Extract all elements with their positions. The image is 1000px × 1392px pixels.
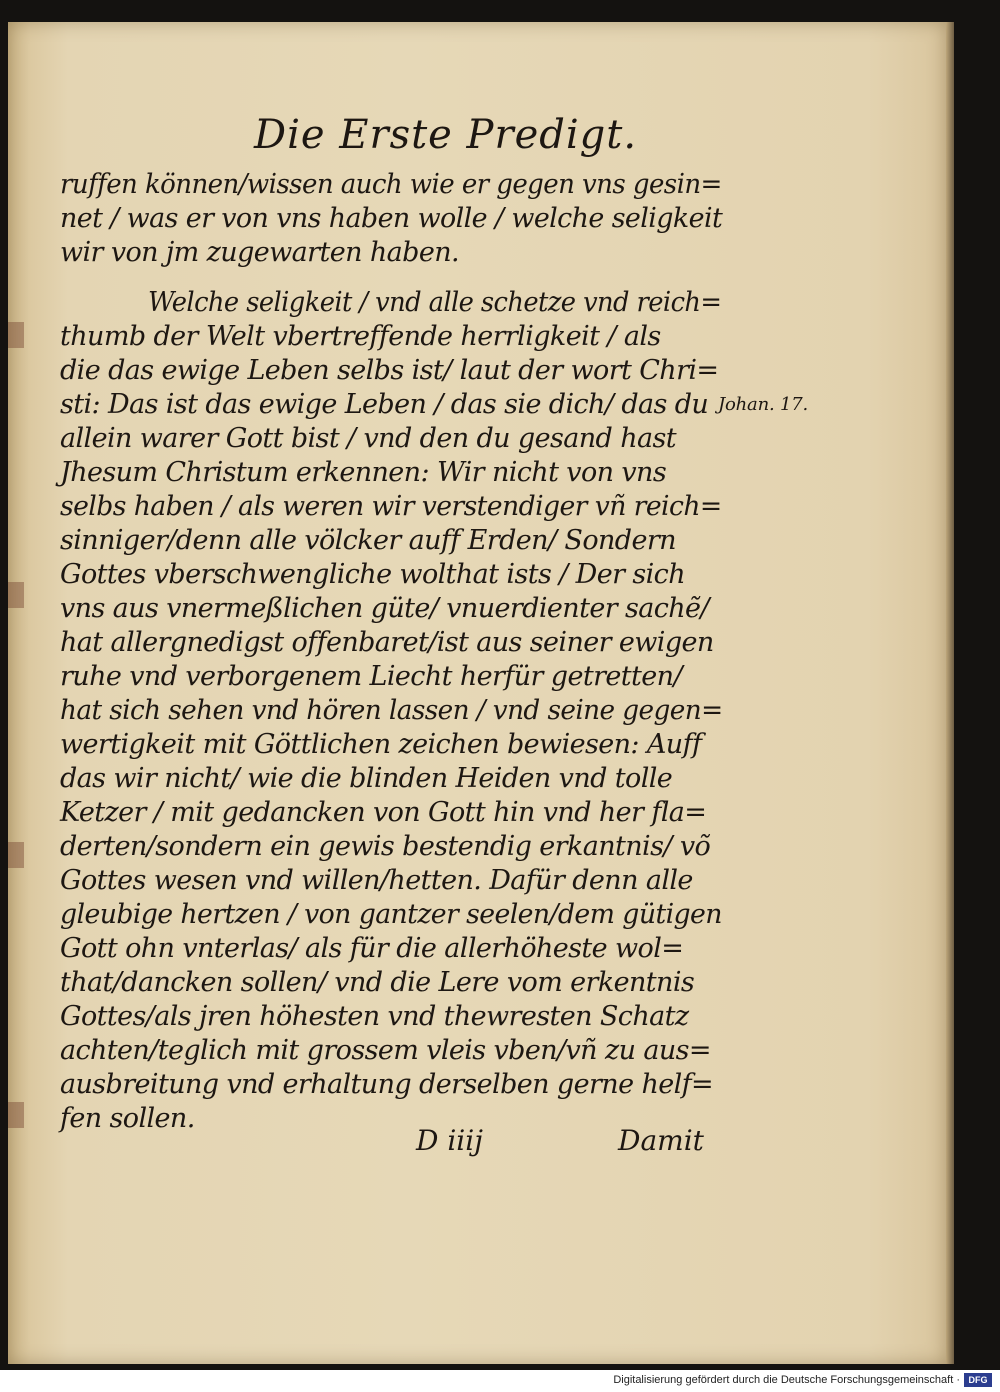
body-line: wertigkeit mit Göttlichen zeichen bewiesen: Auff xyxy=(60,729,702,760)
page-stain xyxy=(8,842,24,868)
body-line: Ketzer / mit gedancken von Gott hin vnd her fla= xyxy=(60,797,707,828)
signature-mark: D iiij xyxy=(416,1124,483,1157)
body-line: net / was er von vns haben wolle / welche seligkeit xyxy=(60,203,723,234)
body-line: Welche seligkeit / vnd alle schetze vnd reich= xyxy=(148,287,722,318)
body-line: sinniger/denn alle völcker auff Erden/ Sondern xyxy=(60,525,676,556)
body-line: ruffen können/wissen auch wie er gegen vns gesin= xyxy=(60,169,722,200)
body-line: derten/sondern ein gewis bestendig erkantnis/ võ xyxy=(60,831,711,862)
body-line: thumb der Welt vbertreffende herrligkeit / als xyxy=(60,321,661,352)
footer-bar xyxy=(0,1370,1000,1392)
body-line: gleubige hertzen / von gantzer seelen/dem gütigen xyxy=(60,899,722,930)
body-line: sti: Das ist das ewige Leben / das sie dich/ das du xyxy=(60,389,709,420)
body-line: Gottes wesen vnd willen/hetten. Dafür denn alle xyxy=(60,865,693,896)
catchword: Damit xyxy=(618,1124,704,1157)
body-line: Gottes/als jren höhesten vnd thewresten Schatz xyxy=(60,1001,689,1032)
page-stain xyxy=(8,1102,24,1128)
page-stain xyxy=(8,322,24,348)
body-line: das wir nicht/ wie die blinden Heiden vnd tolle xyxy=(60,763,673,794)
body-line: that/dancken sollen/ vnd die Lere vom erkentnis xyxy=(60,967,695,998)
running-title: Die Erste Predigt. xyxy=(254,112,638,158)
body-line: hat allergnedigst offenbaret/ist aus seiner ewigen xyxy=(60,627,714,658)
body-line: ausbreitung vnd erhaltung derselben gerne helf= xyxy=(60,1069,714,1100)
body-line: die das ewige Leben selbs ist/ laut der wort Chri= xyxy=(60,355,719,386)
body-line: wir von jm zugewarten haben. xyxy=(60,237,459,268)
body-line: Gottes vberschwengliche wolthat ists / Der sich xyxy=(60,559,685,590)
body-line: hat sich sehen vnd hören lassen / vnd seine gegen= xyxy=(60,695,723,726)
body-line: achten/teglich mit grossem vleis vben/vñ zu aus= xyxy=(60,1035,711,1066)
body-line: selbs haben / als weren wir verstendiger vñ reich= xyxy=(60,491,722,522)
dfg-logo-icon: DFG xyxy=(964,1373,992,1387)
body-line: vns aus vnermeßlichen güte/ vnuerdienter sachẽ/ xyxy=(60,593,709,624)
page-stain xyxy=(8,582,24,608)
body-line: Gott ohn vnterlas/ als für die allerhöheste wol= xyxy=(60,933,684,964)
marginal-note: Johan. 17. xyxy=(718,394,809,415)
body-line: Jhesum Christum erkennen: Wir nicht von vns xyxy=(60,457,667,488)
footer-credit: Digitalisierung gefördert durch die Deutsche Forschungsgemeinschaft · xyxy=(613,1374,960,1386)
body-line: allein warer Gott bist / vnd den du gesand hast xyxy=(60,423,676,454)
body-line: ruhe vnd verborgenem Liecht herfür getretten/ xyxy=(60,661,682,692)
page-edge xyxy=(946,22,954,1364)
body-line: fen sollen. xyxy=(60,1103,195,1134)
